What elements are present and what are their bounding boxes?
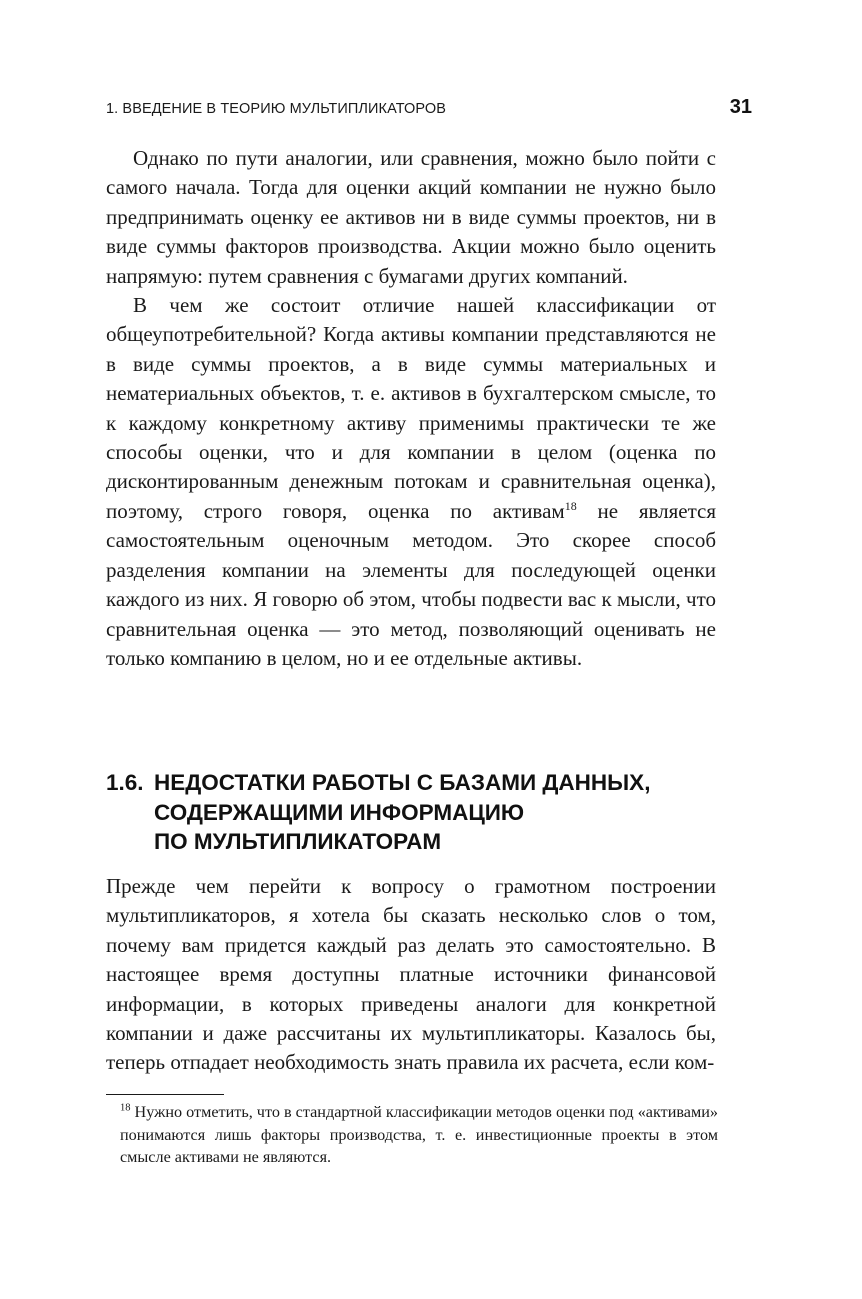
footnote-divider	[106, 1094, 224, 1095]
section-title-line: НЕДОСТАТКИ РАБОТЫ С БАЗАМИ ДАННЫХ,	[154, 770, 651, 795]
section-text-block	[106, 872, 716, 1078]
footnote-text: Нужно отметить, что в стандартной классификации методов оценки под «активами» понимаются лишь факторы производства, т. е. инвестиционные проекты в этом смысле активами не являются.	[120, 1103, 718, 1166]
section-heading-line-1	[106, 768, 726, 798]
paragraph-classification	[106, 291, 716, 673]
section-number: 1.6.	[106, 770, 144, 795]
paragraph-classification-part-1: В чем же состоит отличие нашей классификации от общеупотребительной? Когда активы компании представляются не в виде суммы проектов, а в виде суммы материальных и нематериальных объектов, т. е. активов в бухгалтерском смысле, то к каждому конкретному активу применимы практически те же способы оценки, что и для компании в целом (оценка по дисконтированным денежным потокам и сравнительная оценка), поэтому, строго говоря, оценка по активам	[106, 293, 716, 523]
running-head-title: 1. ВВЕДЕНИЕ В ТЕОРИЮ МУЛЬТИПЛИКАТОРОВ	[106, 101, 446, 117]
section-heading-line-3	[106, 827, 726, 857]
footnote-paragraph	[106, 1101, 718, 1169]
paragraph-databases: Прежде чем перейти к вопросу о грамотном построении мультипликаторов, я хотела бы сказать несколько слов о том, почему вам придется каждый раз делать это самостоятельно. В настоящее время доступны платные источники финансовой информации, в которых приведены аналоги для конкретной компании и даже рассчитаны их мультипликаторы. Казалось бы, теперь отпадает необходимость знать правила их расчета, если ком-	[106, 874, 716, 1075]
footnote-reference[interactable]: 18	[564, 498, 577, 513]
page-number: 31	[729, 96, 752, 118]
footnote	[106, 1101, 718, 1169]
paragraph-classification-part-2: не является самостоятельным оценочным методом. Это скорее способ разделения компании на элементы для последующей оценки каждого из них. Я говорю об этом, чтобы подвести вас к мысли, что сравнительная оценка — это метод, позволяющий оценивать не только компанию в целом, но и ее отдельные активы.	[106, 498, 717, 670]
paragraph-analogy: Однако по пути аналогии, или сравнения, можно было пойти с самого начала. Тогда для оценки акций компании не нужно было предпринимать оценку ее активов ни в виде суммы проектов, ни в виде суммы факторов производства. Акции можно было оценить напрямую: путем сравнения с бумагами других компаний.	[106, 146, 716, 288]
section-title-line: СОДЕРЖАЩИМИ ИНФОРМАЦИЮ	[154, 799, 525, 825]
section-title-line: ПО МУЛЬТИПЛИКАТОРАМ	[154, 829, 442, 854]
main-text-block	[106, 144, 716, 673]
footnote-marker: 18	[120, 1102, 131, 1114]
section-heading-line-2	[106, 798, 726, 828]
section-heading	[106, 768, 726, 857]
